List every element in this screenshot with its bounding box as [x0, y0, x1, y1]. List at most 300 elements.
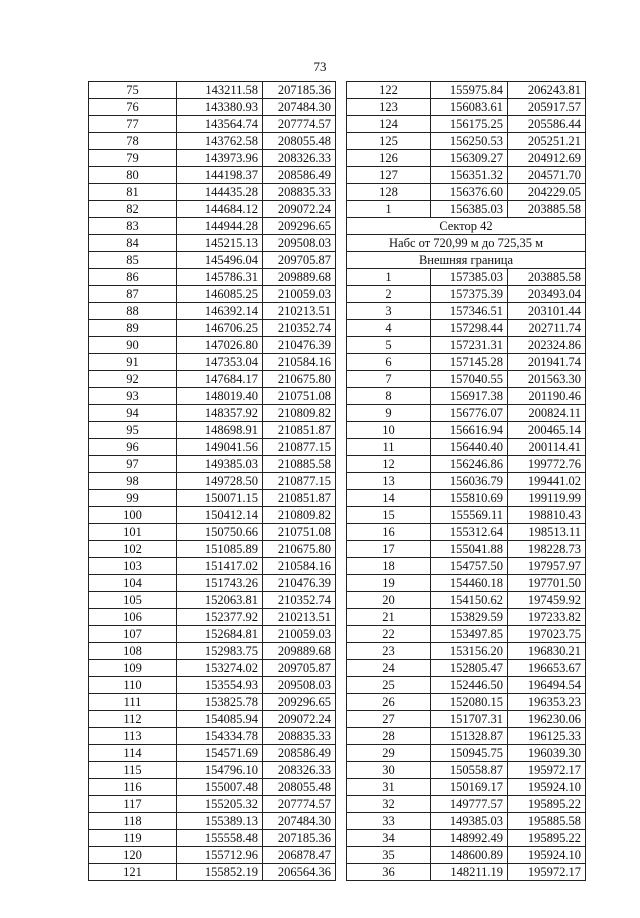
coord-y: 205251.21 [508, 133, 586, 150]
coord-x: 151328.87 [431, 728, 508, 745]
coord-y: 210476.39 [263, 337, 336, 354]
coord-x: 155852.19 [177, 864, 263, 881]
coord-x: 151085.89 [177, 541, 263, 558]
point-number: 17 [347, 541, 431, 558]
coord-x: 152080.15 [431, 694, 508, 711]
coord-x: 150412.14 [177, 507, 263, 524]
table-row [89, 201, 336, 218]
coord-y: 195924.10 [508, 779, 586, 796]
coord-y: 203885.58 [508, 269, 586, 286]
coord-y: 201941.74 [508, 354, 586, 371]
coord-y: 210751.08 [263, 524, 336, 541]
coord-x: 151743.26 [177, 575, 263, 592]
table-row [89, 660, 336, 677]
sector-range: Набс от 720,99 м до 725,35 м [347, 235, 586, 252]
point-number: 120 [89, 847, 177, 864]
coord-x: 145496.04 [177, 252, 263, 269]
table-row [89, 252, 336, 269]
coord-y: 210352.74 [263, 320, 336, 337]
coord-y: 208586.49 [263, 167, 336, 184]
table-row [89, 167, 336, 184]
point-number: 31 [347, 779, 431, 796]
table-row [89, 847, 336, 864]
point-number: 108 [89, 643, 177, 660]
coord-x: 151707.31 [431, 711, 508, 728]
point-number: 84 [89, 235, 177, 252]
coord-y: 208586.49 [263, 745, 336, 762]
coord-x: 144944.28 [177, 218, 263, 235]
coord-x: 143762.58 [177, 133, 263, 150]
table-row [89, 524, 336, 541]
coord-x: 149385.03 [431, 813, 508, 830]
coord-x: 156083.61 [431, 99, 508, 116]
table-row [347, 405, 586, 422]
coordinates-table-left [88, 81, 336, 881]
coord-x: 150558.87 [431, 762, 508, 779]
coord-x: 153274.02 [177, 660, 263, 677]
coord-y: 210213.51 [263, 303, 336, 320]
table-row [89, 796, 336, 813]
point-number: 29 [347, 745, 431, 762]
point-number: 99 [89, 490, 177, 507]
coord-y: 196494.54 [508, 677, 586, 694]
coord-y: 210059.03 [263, 286, 336, 303]
point-number: 119 [89, 830, 177, 847]
coord-x: 149041.56 [177, 439, 263, 456]
boundary-label-row [347, 252, 586, 269]
coord-y: 206878.47 [263, 847, 336, 864]
point-number: 32 [347, 796, 431, 813]
table-row [347, 609, 586, 626]
point-number: 75 [89, 82, 177, 99]
point-number: 25 [347, 677, 431, 694]
table-row [347, 558, 586, 575]
coordinates-table-right [346, 81, 586, 881]
point-number: 93 [89, 388, 177, 405]
point-number: 100 [89, 507, 177, 524]
coord-x: 152805.47 [431, 660, 508, 677]
table-row [347, 660, 586, 677]
point-number: 35 [347, 847, 431, 864]
coord-x: 155041.88 [431, 541, 508, 558]
point-number: 16 [347, 524, 431, 541]
coord-x: 153829.59 [431, 609, 508, 626]
coord-x: 148600.89 [431, 847, 508, 864]
coord-x: 157385.03 [431, 269, 508, 286]
coord-x: 156376.60 [431, 184, 508, 201]
point-number: 13 [347, 473, 431, 490]
coord-x: 156250.53 [431, 133, 508, 150]
point-number: 24 [347, 660, 431, 677]
coord-x: 156036.79 [431, 473, 508, 490]
coord-x: 157040.55 [431, 371, 508, 388]
table-row [347, 677, 586, 694]
coord-y: 202711.74 [508, 320, 586, 337]
coord-y: 210352.74 [263, 592, 336, 609]
point-number: 106 [89, 609, 177, 626]
coord-y: 207185.36 [263, 82, 336, 99]
coord-y: 196125.33 [508, 728, 586, 745]
table-row [347, 150, 586, 167]
point-number: 14 [347, 490, 431, 507]
coord-x: 148357.92 [177, 405, 263, 422]
point-number: 79 [89, 150, 177, 167]
table-row [347, 439, 586, 456]
coord-y: 210059.03 [263, 626, 336, 643]
coord-y: 207774.57 [263, 796, 336, 813]
coord-x: 148698.91 [177, 422, 263, 439]
table-row [347, 796, 586, 813]
coord-y: 208055.48 [263, 779, 336, 796]
sector-range-row [347, 235, 586, 252]
coord-y: 195895.22 [508, 796, 586, 813]
point-number: 110 [89, 677, 177, 694]
coord-y: 208326.33 [263, 762, 336, 779]
table-row [89, 779, 336, 796]
table-row [89, 507, 336, 524]
coord-y: 210476.39 [263, 575, 336, 592]
coord-y: 209072.24 [263, 201, 336, 218]
table-row [347, 745, 586, 762]
table-row [89, 694, 336, 711]
coord-y: 201190.46 [508, 388, 586, 405]
table-row [347, 473, 586, 490]
table-row [89, 235, 336, 252]
coord-x: 157346.51 [431, 303, 508, 320]
table-row [89, 354, 336, 371]
coord-x: 156917.38 [431, 388, 508, 405]
coord-y: 210584.16 [263, 354, 336, 371]
table-row [89, 558, 336, 575]
table-row [347, 813, 586, 830]
point-number: 91 [89, 354, 177, 371]
table-row [89, 745, 336, 762]
coord-y: 210877.15 [263, 439, 336, 456]
point-number: 78 [89, 133, 177, 150]
coord-x: 150750.66 [177, 524, 263, 541]
coord-y: 209296.65 [263, 694, 336, 711]
coord-y: 202324.86 [508, 337, 586, 354]
coord-y: 196653.67 [508, 660, 586, 677]
point-number: 127 [347, 167, 431, 184]
coord-y: 208055.48 [263, 133, 336, 150]
coord-x: 157145.28 [431, 354, 508, 371]
coord-y: 210751.08 [263, 388, 336, 405]
coord-y: 205586.44 [508, 116, 586, 133]
coord-y: 199772.76 [508, 456, 586, 473]
coord-y: 200824.11 [508, 405, 586, 422]
coord-y: 210213.51 [263, 609, 336, 626]
coord-x: 157375.39 [431, 286, 508, 303]
coord-x: 144435.28 [177, 184, 263, 201]
coord-y: 210877.15 [263, 473, 336, 490]
coord-y: 204571.70 [508, 167, 586, 184]
coord-x: 155007.48 [177, 779, 263, 796]
table-row [89, 439, 336, 456]
coord-x: 157231.31 [431, 337, 508, 354]
point-number: 3 [347, 303, 431, 320]
point-number: 7 [347, 371, 431, 388]
table-row [89, 422, 336, 439]
point-number: 20 [347, 592, 431, 609]
coord-x: 155312.64 [431, 524, 508, 541]
table-row [347, 643, 586, 660]
point-number: 22 [347, 626, 431, 643]
coord-x: 156246.86 [431, 456, 508, 473]
table-row [89, 813, 336, 830]
coord-x: 155712.96 [177, 847, 263, 864]
coord-y: 206243.81 [508, 82, 586, 99]
point-number: 6 [347, 354, 431, 371]
point-number: 77 [89, 116, 177, 133]
table-row [347, 694, 586, 711]
point-number: 96 [89, 439, 177, 456]
point-number: 92 [89, 371, 177, 388]
point-number: 12 [347, 456, 431, 473]
table-row [347, 524, 586, 541]
point-number: 128 [347, 184, 431, 201]
coord-y: 210675.80 [263, 371, 336, 388]
coord-y: 204912.69 [508, 150, 586, 167]
table-row [89, 541, 336, 558]
table-row [347, 184, 586, 201]
coord-y: 204229.05 [508, 184, 586, 201]
point-number: 105 [89, 592, 177, 609]
table-row [89, 456, 336, 473]
table-row [89, 677, 336, 694]
table-row [89, 609, 336, 626]
table-row [89, 303, 336, 320]
table-row [347, 116, 586, 133]
point-number: 89 [89, 320, 177, 337]
coord-y: 207484.30 [263, 813, 336, 830]
coord-y: 198810.43 [508, 507, 586, 524]
coord-y: 197701.50 [508, 575, 586, 592]
coord-x: 149728.50 [177, 473, 263, 490]
coord-x: 143380.93 [177, 99, 263, 116]
coord-y: 200114.41 [508, 439, 586, 456]
coord-x: 147026.80 [177, 337, 263, 354]
coord-y: 200465.14 [508, 422, 586, 439]
coord-x: 157298.44 [431, 320, 508, 337]
coord-x: 152377.92 [177, 609, 263, 626]
point-number: 88 [89, 303, 177, 320]
point-number: 26 [347, 694, 431, 711]
table-row [347, 626, 586, 643]
point-number: 98 [89, 473, 177, 490]
coord-x: 155558.48 [177, 830, 263, 847]
table-row [347, 711, 586, 728]
table-row [347, 490, 586, 507]
coord-x: 156385.03 [431, 201, 508, 218]
coord-x: 148019.40 [177, 388, 263, 405]
coord-x: 152446.50 [431, 677, 508, 694]
point-number: 1 [347, 201, 431, 218]
coord-y: 210584.16 [263, 558, 336, 575]
coord-y: 195972.17 [508, 864, 586, 881]
coord-y: 209705.87 [263, 252, 336, 269]
point-number: 80 [89, 167, 177, 184]
coord-x: 155205.32 [177, 796, 263, 813]
point-number: 30 [347, 762, 431, 779]
point-number: 34 [347, 830, 431, 847]
point-number: 15 [347, 507, 431, 524]
coord-x: 150945.75 [431, 745, 508, 762]
point-number: 90 [89, 337, 177, 354]
coord-x: 144198.37 [177, 167, 263, 184]
coord-y: 197023.75 [508, 626, 586, 643]
coord-y: 195924.10 [508, 847, 586, 864]
point-number: 81 [89, 184, 177, 201]
coord-y: 196039.30 [508, 745, 586, 762]
point-number: 9 [347, 405, 431, 422]
coord-x: 143564.74 [177, 116, 263, 133]
table-row [89, 184, 336, 201]
coord-x: 154085.94 [177, 711, 263, 728]
coord-x: 149777.57 [431, 796, 508, 813]
point-number: 103 [89, 558, 177, 575]
coord-x: 155975.84 [431, 82, 508, 99]
coord-x: 155569.11 [431, 507, 508, 524]
table-row [89, 269, 336, 286]
coord-y: 196230.06 [508, 711, 586, 728]
coord-y: 203493.04 [508, 286, 586, 303]
coord-y: 203885.58 [508, 201, 586, 218]
table-row [347, 354, 586, 371]
coord-x: 145786.31 [177, 269, 263, 286]
point-number: 109 [89, 660, 177, 677]
coord-x: 148211.19 [431, 864, 508, 881]
table-row [89, 473, 336, 490]
coord-y: 196830.21 [508, 643, 586, 660]
table-row [89, 337, 336, 354]
coord-y: 197459.92 [508, 592, 586, 609]
table-row [347, 592, 586, 609]
coord-x: 153554.93 [177, 677, 263, 694]
coord-x: 152063.81 [177, 592, 263, 609]
table-row [89, 133, 336, 150]
coord-x: 150071.15 [177, 490, 263, 507]
table-row [89, 371, 336, 388]
point-number: 126 [347, 150, 431, 167]
point-number: 85 [89, 252, 177, 269]
table-row [347, 167, 586, 184]
coord-x: 156309.27 [431, 150, 508, 167]
point-number: 104 [89, 575, 177, 592]
coord-x: 156776.07 [431, 405, 508, 422]
point-number: 112 [89, 711, 177, 728]
point-number: 21 [347, 609, 431, 626]
point-number: 27 [347, 711, 431, 728]
table-row [89, 762, 336, 779]
table-row [89, 864, 336, 881]
table-row [347, 201, 586, 218]
table-row [89, 592, 336, 609]
point-number: 76 [89, 99, 177, 116]
table-row [89, 388, 336, 405]
coord-y: 208835.33 [263, 728, 336, 745]
table-row [347, 286, 586, 303]
sector-title-row [347, 218, 586, 235]
coord-x: 155810.69 [431, 490, 508, 507]
table-row [347, 82, 586, 99]
coord-x: 154460.18 [431, 575, 508, 592]
coord-x: 153497.85 [431, 626, 508, 643]
coord-y: 210851.87 [263, 422, 336, 439]
point-number: 19 [347, 575, 431, 592]
sector-title: Сектор 42 [347, 218, 586, 235]
coord-y: 208326.33 [263, 150, 336, 167]
coord-x: 154150.62 [431, 592, 508, 609]
coord-y: 203101.44 [508, 303, 586, 320]
table-row [347, 337, 586, 354]
coord-y: 195895.22 [508, 830, 586, 847]
coord-y: 205917.57 [508, 99, 586, 116]
table-row [347, 507, 586, 524]
coord-x: 154334.78 [177, 728, 263, 745]
point-number: 18 [347, 558, 431, 575]
coord-y: 199119.99 [508, 490, 586, 507]
point-number: 5 [347, 337, 431, 354]
point-number: 102 [89, 541, 177, 558]
point-number: 36 [347, 864, 431, 881]
table-row [347, 371, 586, 388]
coord-y: 210885.58 [263, 456, 336, 473]
point-number: 86 [89, 269, 177, 286]
coord-x: 156175.25 [431, 116, 508, 133]
coord-x: 156440.40 [431, 439, 508, 456]
point-number: 116 [89, 779, 177, 796]
point-number: 125 [347, 133, 431, 150]
point-number: 107 [89, 626, 177, 643]
coord-x: 153156.20 [431, 643, 508, 660]
table-row [89, 626, 336, 643]
coord-x: 146392.14 [177, 303, 263, 320]
table-row [347, 303, 586, 320]
point-number: 122 [347, 82, 431, 99]
coord-y: 199441.02 [508, 473, 586, 490]
table-row [89, 575, 336, 592]
coord-y: 209296.65 [263, 218, 336, 235]
coord-x: 149385.03 [177, 456, 263, 473]
coord-x: 146085.25 [177, 286, 263, 303]
point-number: 101 [89, 524, 177, 541]
coord-x: 154796.10 [177, 762, 263, 779]
table-row [347, 864, 586, 881]
coord-y: 196353.23 [508, 694, 586, 711]
coord-y: 209508.03 [263, 677, 336, 694]
coord-y: 195885.58 [508, 813, 586, 830]
coord-y: 198228.73 [508, 541, 586, 558]
coord-y: 210809.82 [263, 405, 336, 422]
table-row [347, 830, 586, 847]
coord-y: 209889.68 [263, 643, 336, 660]
point-number: 121 [89, 864, 177, 881]
table-row [347, 779, 586, 796]
coord-x: 150169.17 [431, 779, 508, 796]
point-number: 97 [89, 456, 177, 473]
coord-x: 154757.50 [431, 558, 508, 575]
table-row [89, 320, 336, 337]
point-number: 2 [347, 286, 431, 303]
coord-y: 195972.17 [508, 762, 586, 779]
coord-y: 210675.80 [263, 541, 336, 558]
coord-y: 210809.82 [263, 507, 336, 524]
boundary-label: Внешняя граница [347, 252, 586, 269]
coord-y: 210851.87 [263, 490, 336, 507]
point-number: 118 [89, 813, 177, 830]
coord-x: 144684.12 [177, 201, 263, 218]
